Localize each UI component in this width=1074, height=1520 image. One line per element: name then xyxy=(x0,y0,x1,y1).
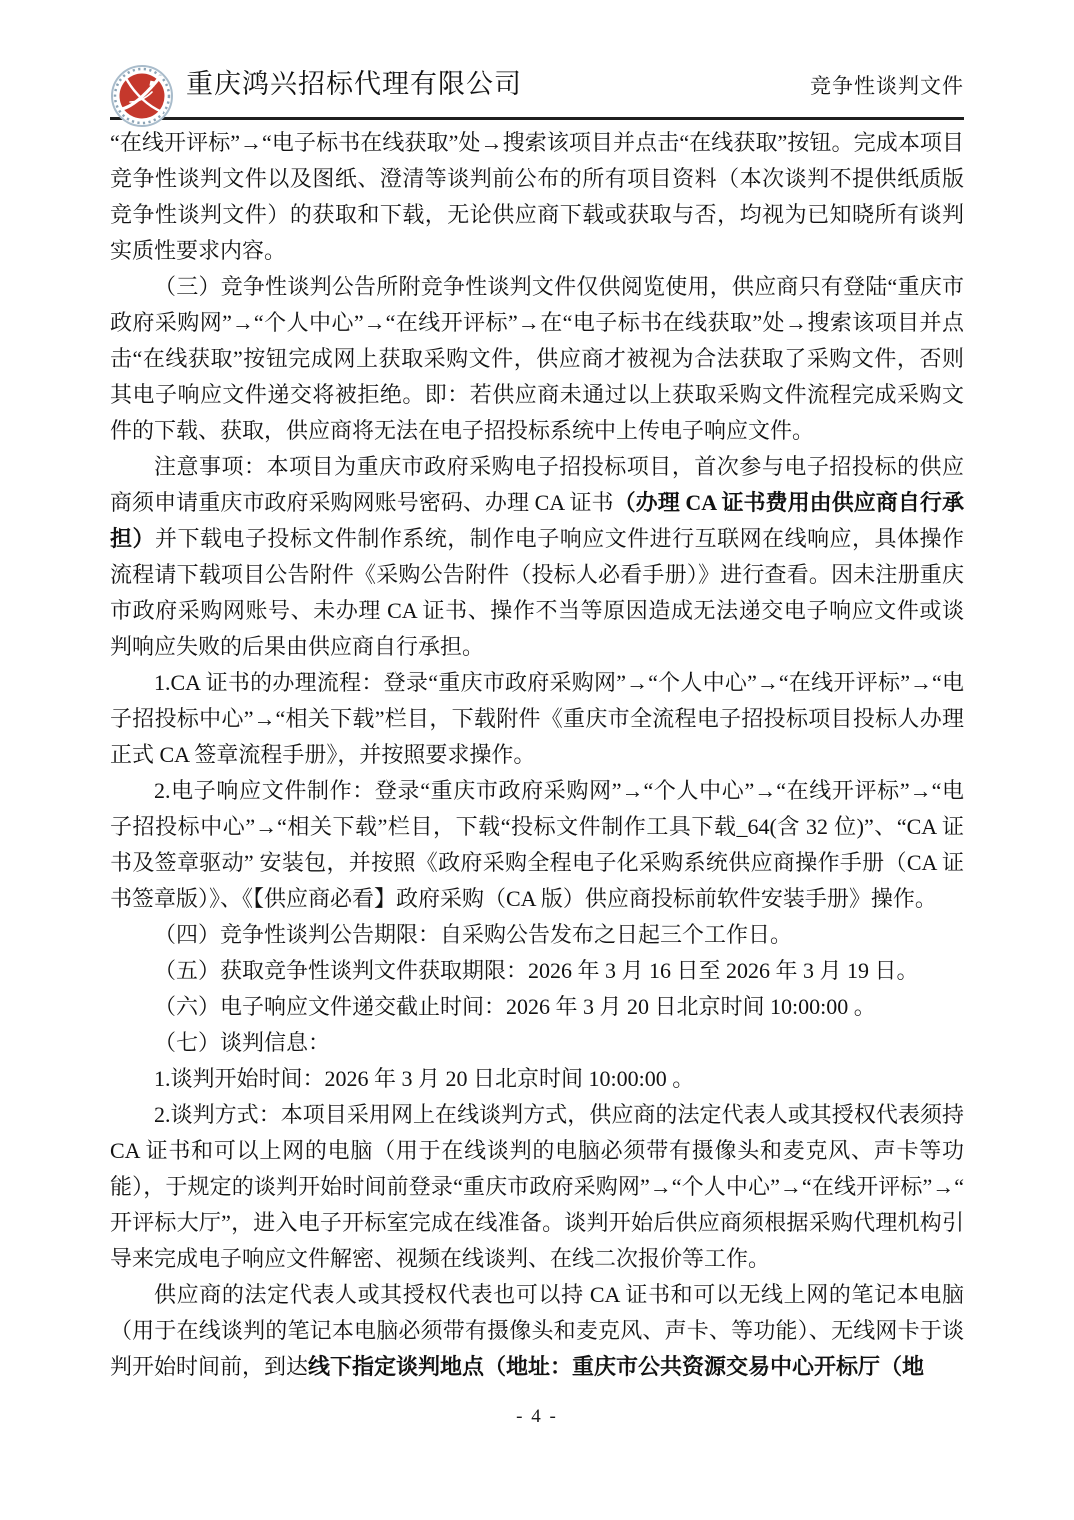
paragraph xyxy=(110,917,964,953)
paragraph xyxy=(110,665,964,773)
text-run: 并下载电子投标文件制作系统，制作电子响应文件进行互联网在线响应，具体操作流程请下载项目公告附件《采购公告附件（投标人必看手册）》进行查看。因未注册重庆市政府采购网账号、未办理 CA 证书、操作不当等原因造成无法递交电子响应文件或谈判响应失败的后果由供应商自行承担。 xyxy=(110,526,964,659)
document-body xyxy=(110,125,964,1385)
paragraph xyxy=(110,449,964,665)
bold-text-run: 线下指定谈判地点（地址：重庆市公共资源交易中心开标厅（地 xyxy=(308,1354,925,1379)
paragraph xyxy=(110,773,964,917)
paragraph xyxy=(110,1061,964,1097)
text-run: 1.谈判开始时间：2026 年 3 月 20 日北京时间 10:00:00 。 xyxy=(154,1066,695,1091)
paragraph xyxy=(110,269,964,449)
company-logo-icon xyxy=(110,64,174,128)
paragraph xyxy=(110,989,964,1025)
text-run: （五）获取竞争性谈判文件获取期限：2026 年 3 月 16 日至 2026 年 3 月 19 日。 xyxy=(154,958,919,983)
paragraph xyxy=(110,1097,964,1277)
text-run: （三）竞争性谈判公告所附竞争性谈判文件仅供阅览使用，供应商只有登陆“重庆市政府采购网”→“个人中心”→“在线开评标”→在“电子标书在线获取”处→搜索该项目并点击“在线获取”按钮完成网上获取采购文件，供应商才被视为合法获取了采购文件，否则其电子响应文件递交将被拒绝。即：若供应商未通过以上获取采购文件流程完成采购文件的下载、获取，供应商将无法在电子招投标系统中上传电子响应文件。 xyxy=(110,274,964,443)
paragraph xyxy=(110,125,964,269)
page-number: - 4 - xyxy=(516,1406,558,1427)
company-name: 重庆鸿兴招标代理有限公司 xyxy=(186,69,522,99)
paragraph xyxy=(110,1277,964,1385)
text-run: （六）电子响应文件递交截止时间：2026 年 3 月 20 日北京时间 10:00:00 。 xyxy=(154,994,876,1019)
text-run: （四）竞争性谈判公告期限：自采购公告发布之日起三个工作日。 xyxy=(154,922,793,947)
text-run: （七）谈判信息： xyxy=(154,1030,331,1055)
document-type-label: 竞争性谈判文件 xyxy=(810,74,964,98)
document-header xyxy=(110,62,964,120)
text-run: 供应商的法定代表人或其授权代表也可以持 CA 证书和可以无线上网的笔记本电脑（用于在线谈判的笔记本电脑必须带有摄像头和麦克风、声卡、等功能）、无线网卡于谈判开始时间前，到达 xyxy=(110,1282,964,1379)
paragraph xyxy=(110,1025,964,1061)
text-run: 注意事项：本项目为重庆市政府采购电子招投标项目，首次参与电子招投标的供应商须申请重庆市政府采购网账号密码、办理 CA 证书 xyxy=(110,454,964,515)
text-run: 2.电子响应文件制作：登录“重庆市政府采购网”→“个人中心”→“在线开评标”→“电子招投标中心”→“相关下载”栏目，下载“投标文件制作工具下载_64(含 32 位)”、“CA 证书及签章驱动” 安装包，并按照《政府采购全程电子化采购系统供应商操作手册（CA 证书签章版）》、《【供应商必看】政府采购（CA 版）供应商投标前软件安装手册》操作。 xyxy=(110,778,964,911)
paragraph xyxy=(110,953,964,989)
text-run: 2.谈判方式：本项目采用网上在线谈判方式，供应商的法定代表人或其授权代表须持 CA 证书和可以上网的电脑（用于在线谈判的电脑必须带有摄像头和麦克风、声卡等功能），于规定的谈判开始时间前登录“重庆市政府采购网”→“个人中心”→“在线开评标”→“ 开评标大厅”，进入电子开标室完成在线准备。谈判开始后供应商须根据采购代理机构引导来完成电子响应文件解密、视频在线谈判、在线二次报价等工作。 xyxy=(110,1102,964,1271)
text-run: “在线开评标”→“电子标书在线获取”处→搜索该项目并点击“在线获取”按钮。完成本项目竞争性谈判文件以及图纸、澄清等谈判前公布的所有项目资料（本次谈判不提供纸质版竞争性谈判文件）的获取和下载，无论供应商下载或获取与否，均视为已知晓所有谈判实质性要求内容。 xyxy=(110,130,964,263)
bold-text-run: （办理 CA 证书费用由供应商自行承担） xyxy=(110,490,964,551)
text-run: 1.CA 证书的办理流程：登录“重庆市政府采购网”→“个人中心”→“在线开评标”→“电子招投标中心”→“相关下载”栏目，下载附件《重庆市全流程电子招投标项目投标人办理正式 CA 签章流程手册》，并按照要求操作。 xyxy=(110,670,964,767)
page-footer xyxy=(0,1406,1074,1428)
